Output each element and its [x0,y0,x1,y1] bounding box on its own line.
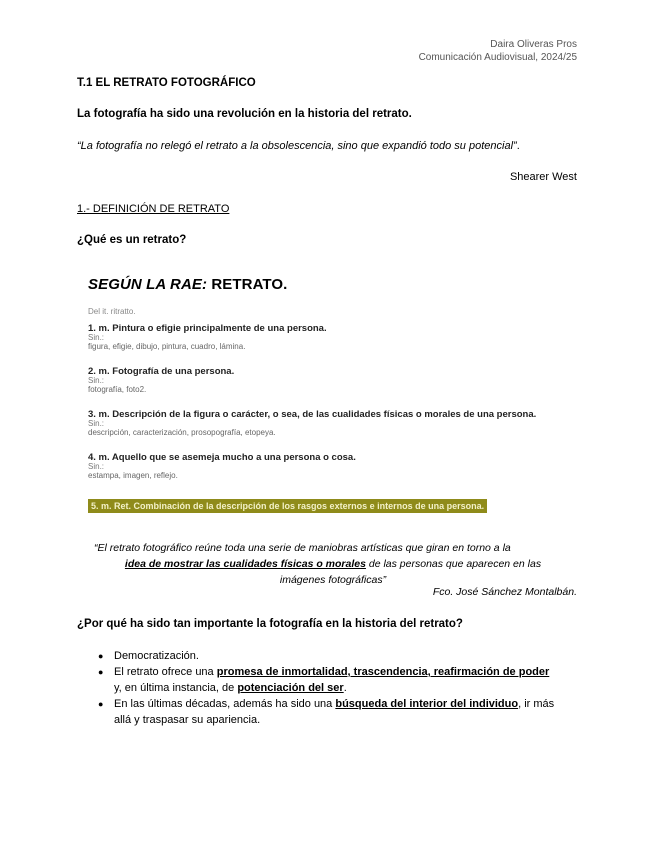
quote-sanchez-emphasis: idea de mostrar las cualidades físicas o morales [124,558,366,570]
rae-def-4-synonyms: estampa, imagen, reflejo. [88,471,178,480]
list-item-emphasis: potenciación del ser [237,682,344,694]
rae-title-lead: SEGÚN LA RAE: [88,276,208,293]
quote-sanchez-part2: de las personas que aparecen en las [365,558,542,570]
rae-def-5-highlight: 5. m. Ret. Combinación de la descripción de los rasgos externos e internos de una persona. [88,499,487,513]
rae-def-1-label: 1. m. Pintura o efigie principalmente de una persona. [88,323,327,334]
rae-def-4 [88,452,356,480]
list-item [96,696,556,728]
list-item-text: , ir más allá y traspasar su apariencia. [114,698,555,726]
list-item [96,648,556,664]
quote-sanchez-line1: “El retrato fotográfico reúne toda una serie de maniobras artísticas que giran en torno a la [94,542,511,554]
rae-def-4-label: 4. m. Aquello que se asemeja mucho a una persona o cosa. [88,452,356,463]
rae-def-2-sin: Sin.: [88,376,105,385]
rae-def-3 [88,409,536,437]
intro-statement: La fotografía ha sido una revolución en la historia del retrato. [77,108,412,120]
list-item-emphasis: búsqueda del interior del individuo [335,698,519,710]
quote-west-author: Shearer West [509,171,577,183]
rae-def-1 [88,323,327,351]
rae-origin: Del it. ritratto. [88,307,136,316]
author-name: Daira Oliveras Pros [490,39,577,50]
list-item-text: y, en última instancia, de [114,682,238,694]
rae-title-word: RETRATO. [207,276,288,293]
bullet-icon: ● [98,699,104,709]
rae-def-1-synonyms: figura, efigie, dibujo, pintura, cuadro, lámina. [88,342,246,351]
quote-sanchez [88,540,578,588]
quote-sanchez-author: Fco. José Sánchez Montalbán. [432,586,577,598]
bullet-icon: ● [98,651,104,661]
quote-west [77,140,520,152]
rae-def-2 [88,366,234,394]
list-item-text: Democratización. [114,650,199,662]
header-author-block [419,38,577,64]
rae-def-2-label: 2. m. Fotografía de una persona. [88,366,235,377]
list-item-text: . [343,682,347,694]
bullet-icon: ● [98,667,104,677]
question-por-que-importante: ¿Por qué ha sido tan importante la fotografía en la historia del retrato? [77,618,463,630]
rae-def-2-synonyms: fotografía, foto2. [88,385,147,394]
quote-sanchez-line2 [125,558,541,570]
reasons-list [96,648,556,728]
document-title: T.1 EL RETRATO FOTOGRÁFICO [77,77,256,89]
quote-west-text: “La fotografía no relegó el retrato a la obsolescencia, sino que expandió todo su potencial” [77,140,517,152]
section-heading-definicion: 1.- DEFINICIÓN DE RETRATO [77,203,230,215]
list-item-text: El retrato ofrece una [114,666,217,678]
rae-def-4-sin: Sin.: [88,462,105,471]
rae-definition-image [88,270,588,520]
list-item [96,664,556,696]
rae-def-1-sin: Sin.: [88,333,105,342]
quote-sanchez-line3: imágenes fotográficas” [279,574,387,586]
rae-def-3-sin: Sin.: [88,419,105,428]
list-item-emphasis: promesa de inmortalidad, trascendencia, reafirmación de poder [216,666,550,678]
list-item-text: En las últimas décadas, además ha sido una [114,698,336,710]
course-info: Comunicación Audiovisual, 2024/25 [418,52,577,63]
quote-west-end: . [516,140,520,152]
rae-title [88,276,287,293]
question-que-es-retrato: ¿Qué es un retrato? [77,234,187,246]
rae-def-3-label: 3. m. Descripción de la figura o carácter, o sea, de las cualidades físicas o morales de una persona. [88,409,537,420]
rae-def-3-synonyms: descripción, caracterización, prosopografía, etopeya. [88,428,276,437]
